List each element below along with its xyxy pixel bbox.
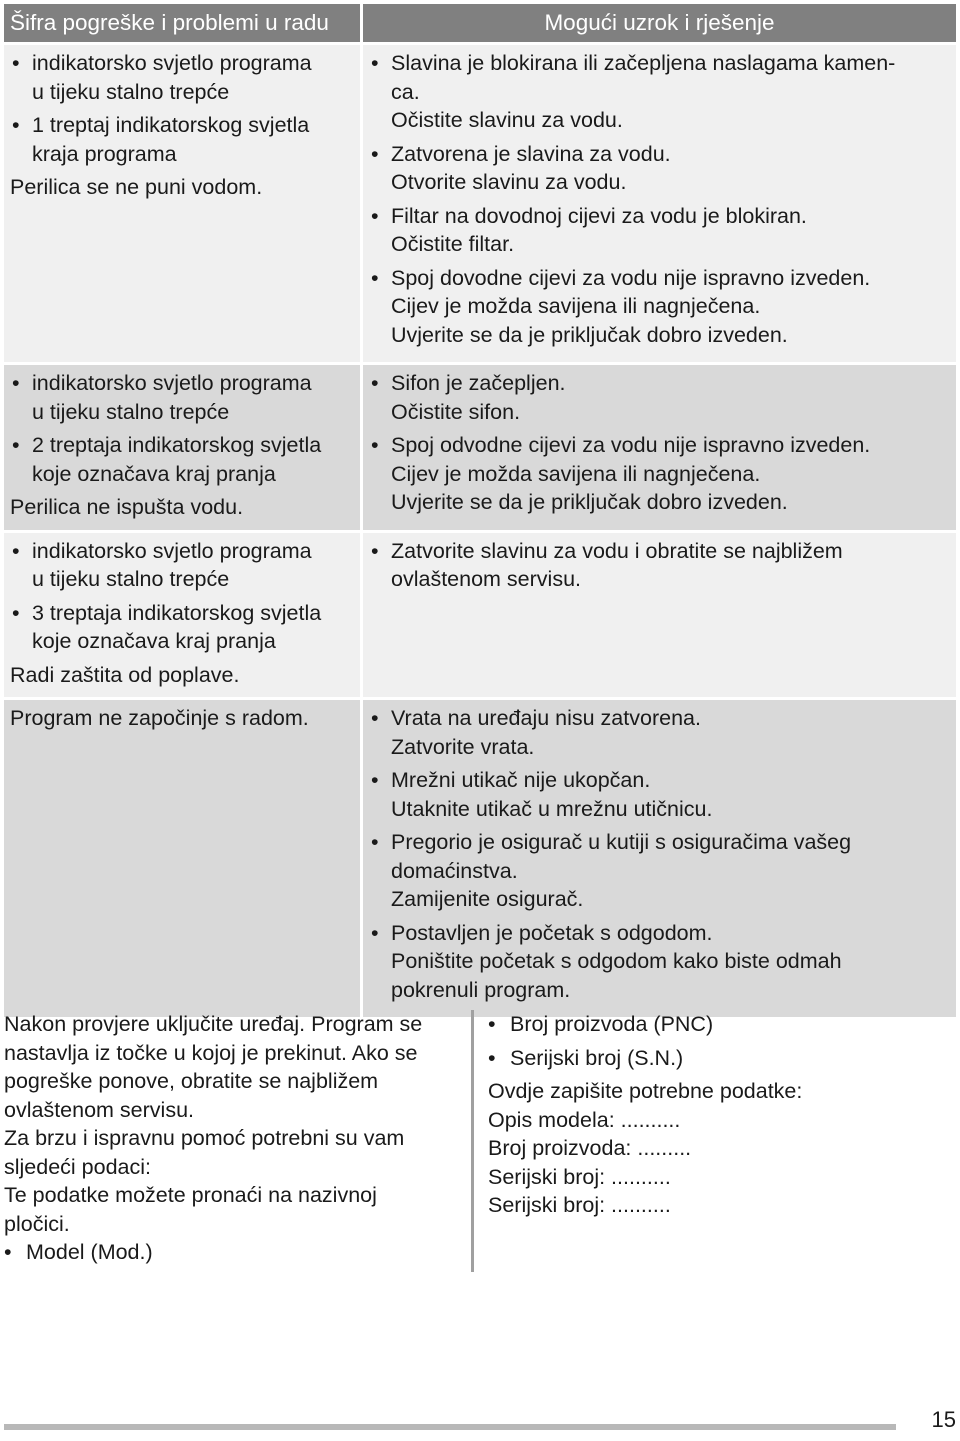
list-item <box>369 537 950 594</box>
table-row <box>4 365 956 530</box>
text-line: • Sifon je začepljen. <box>391 371 566 395</box>
info-right-column <box>474 1010 944 1272</box>
text-line: • Mrežni utikač nije ukopčan. <box>391 768 651 792</box>
table-row <box>4 533 956 698</box>
list-item: • Serijski broj (S.N.) <box>488 1044 944 1073</box>
list-item <box>369 202 950 259</box>
text-line: sljedeći podaci: <box>4 1154 152 1179</box>
text-line: • 3 treptaja indikatorskog svjetla <box>32 600 322 625</box>
text-line: Poništite početak s odgodom kako biste odmah <box>391 949 842 973</box>
list-item <box>369 140 950 197</box>
problem-text: Radi zaštita od poplave. <box>10 662 240 687</box>
text-line: nastavlja iz točke u kojoj je prekinut. Ako se <box>4 1040 418 1065</box>
text-line: • Spoj odvodne cijevi za vodu nije ispravno izveden. <box>391 433 871 457</box>
text-line: Očistite slavinu za vodu. <box>391 108 623 132</box>
footer-bar <box>4 1424 896 1430</box>
text-line: • Zatvorena je slavina za vodu. <box>391 141 671 166</box>
text-line: ca. <box>391 79 420 104</box>
text-line: koje označava kraj pranja <box>32 629 276 653</box>
text-line: koje označava kraj pranja <box>32 461 276 486</box>
text-line: • Pregorio je osigurač u kutiji s osiguračima vašeg <box>391 830 852 854</box>
list-item <box>369 264 950 350</box>
text-line: • Spoj dovodne cijevi za vodu nije ispravno izveden. <box>391 265 871 290</box>
problem-cell <box>4 533 360 698</box>
text-line: Zatvorite vrata. <box>391 734 535 759</box>
text-line: u tijeku stalno trepće <box>32 399 230 424</box>
text-line: • 2 treptaja indikatorskog svjetla <box>32 433 322 457</box>
list-item <box>10 49 354 106</box>
solution-cell <box>363 533 956 698</box>
list-item <box>369 919 950 1005</box>
list-item <box>10 369 354 426</box>
text-line: • Postavljen je početak s odgodom. <box>391 920 713 945</box>
solution-cell <box>363 365 956 530</box>
list-item <box>10 431 354 488</box>
text-line: Otvorite slavinu za vodu. <box>391 170 627 194</box>
text-line: Nakon provjere uključite uređaj. Program se <box>4 1012 423 1036</box>
text-line: Cijev je možda savijena ili nagnječena. <box>391 294 761 318</box>
page-number: 15 <box>931 1407 956 1432</box>
solution-cell <box>363 45 956 362</box>
text-line: • 1 treptaj indikatorskog svjetla <box>32 113 310 137</box>
table-row <box>4 45 956 362</box>
text-line: • Slavina je blokirana ili začepljena naslagama kamen- <box>391 51 896 75</box>
text-line: kraja programa <box>32 141 177 166</box>
text-line: Za brzu i ispravnu pomoć potrebni su vam <box>4 1126 405 1150</box>
text-line: Broj proizvoda: ......... <box>488 1136 692 1160</box>
list-item <box>369 704 950 761</box>
problem-text: Perilica ne ispušta vodu. <box>10 495 244 519</box>
list-item <box>369 49 950 135</box>
text-line: Ovdje zapišite potrebne podatke: <box>488 1079 803 1103</box>
text-line: domaćinstva. <box>391 858 518 883</box>
text-line: • Filtar na dovodnoj cijevi za vodu je blokiran. <box>391 203 807 228</box>
text-line: pločici. <box>4 1211 70 1236</box>
list-item <box>10 599 354 656</box>
text-line: Uvjerite se da je priključak dobro izveden. <box>391 490 788 514</box>
list-item <box>369 431 950 517</box>
header-solution: Mogući uzrok i rješenje <box>363 4 956 42</box>
table-row <box>4 700 956 1017</box>
solution-cell <box>363 700 956 1017</box>
text-line: Opis modela: .......... <box>488 1107 681 1132</box>
text-line: • indikatorsko svjetlo programa <box>32 371 312 395</box>
text-line: Uvjerite se da je priključak dobro izveden. <box>391 322 788 347</box>
text-line: Serijski broj: .......... <box>488 1164 671 1189</box>
header-problem: Šifra pogreške i problemi u radu <box>4 4 360 42</box>
list-item <box>369 828 950 914</box>
text-line: ovlaštenom servisu. <box>4 1097 194 1122</box>
list-item <box>369 766 950 823</box>
problem-cell <box>4 45 360 362</box>
text-line: • Zatvorite slavinu za vodu i obratite se najbližem <box>391 538 843 563</box>
text-line: ovlaštenom servisu. <box>391 567 581 591</box>
problem-cell <box>4 365 360 530</box>
list-item: • Model (Mod.) <box>4 1238 465 1267</box>
text-line: • indikatorsko svjetlo programa <box>32 51 312 75</box>
text-line: • Vrata na uređaju nisu zatvorena. <box>391 706 701 730</box>
table-body <box>4 45 956 1017</box>
text-line: • indikatorsko svjetlo programa <box>32 538 312 563</box>
text-line: Te podatke možete pronaći na nazivnoj <box>4 1183 377 1207</box>
troubleshooting-table <box>4 4 956 1020</box>
text-line: Serijski broj: .......... <box>488 1193 671 1217</box>
list-item: • Broj proizvoda (PNC) <box>488 1010 944 1039</box>
text-line: u tijeku stalno trepće <box>32 567 230 591</box>
text-line: pogreške ponove, obratite se najbližem <box>4 1069 379 1093</box>
info-left-column <box>4 1010 474 1272</box>
problem-text: Program ne započinje s radom. <box>10 706 309 730</box>
text-line: pokrenuli program. <box>391 977 571 1002</box>
list-item <box>369 369 950 426</box>
table-header <box>4 4 956 42</box>
text-line: Očistite sifon. <box>391 399 521 424</box>
list-item <box>10 111 354 168</box>
text-line: Cijev je možda savijena ili nagnječena. <box>391 461 761 486</box>
info-section <box>4 1010 956 1272</box>
problem-text: Perilica se ne puni vodom. <box>10 175 263 199</box>
text-line: Očistite filtar. <box>391 232 515 256</box>
problem-cell <box>4 700 360 1017</box>
text-line: u tijeku stalno trepće <box>32 79 230 104</box>
text-line: Utaknite utikač u mrežnu utičnicu. <box>391 796 713 821</box>
list-item <box>10 537 354 594</box>
text-line: Zamijenite osigurač. <box>391 887 584 911</box>
